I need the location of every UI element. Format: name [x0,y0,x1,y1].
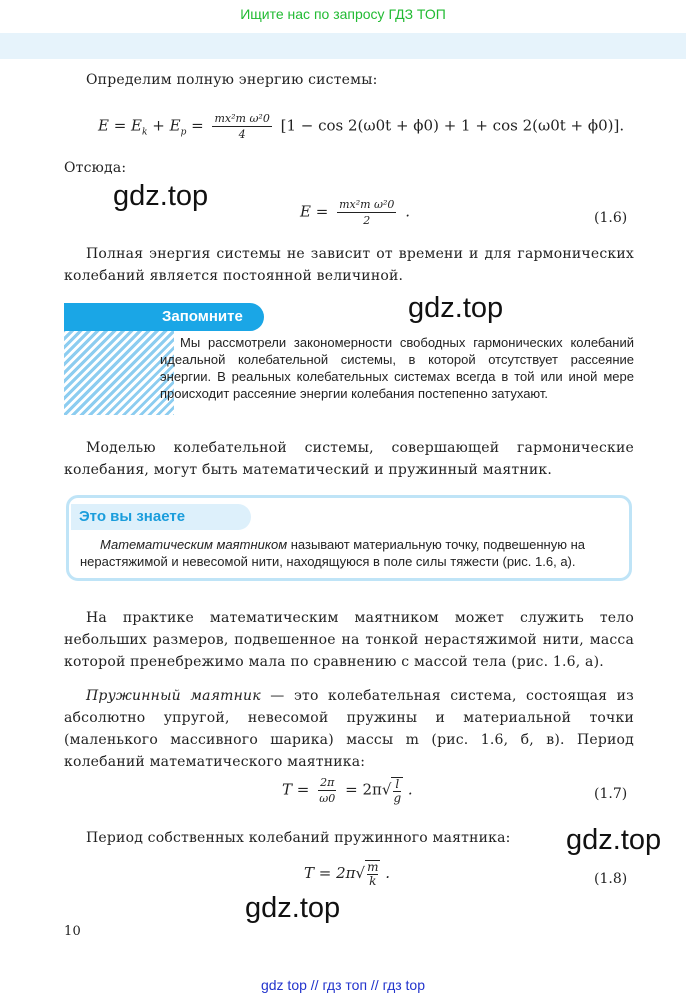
eq17-fraction [318,776,336,805]
hence-label: Отсюда: [64,160,127,176]
equation-number-1-8: (1.8) [594,871,628,887]
watermark-4: gdz.top [245,892,341,924]
equation-1-7 [282,776,413,805]
spring-term: Пружинный маятник [86,688,261,704]
know-text [80,536,620,570]
eq17-lhs: T = [282,780,310,799]
eq-lhs: E = E [98,116,143,135]
know-title: Это вы знаете [71,504,251,530]
eq-sub-p: p [180,127,187,138]
eq17-equals: = 2π [345,780,382,799]
paragraph-practice: На практике математическим маятником может служить тело небольших размеров, подвешенное на тонкой нерастяжимой нити, масса которой пренебрежимо мала по сравнению с массой тела (рис. 1.6, а). [64,610,634,670]
know-body: называют материальную точку, подвешенную на нерастяжимой и невесомой нити, находящуюся в поле силы тяжести (рис. 1.6, а). [80,537,585,569]
paragraph-spring [64,685,634,773]
eq-bracket: [1 − cos 2(ω0t + ϕ0) + 1 + cos 2(ω0t + ϕ0)]. [280,116,625,135]
eq17-root-num: l [395,776,400,791]
sqrt-icon-2: √ [355,864,366,882]
top-banner-link[interactable]: Ищите нас по запросу ГДЗ ТОП [240,6,446,22]
sqrt-icon: √ [381,780,392,799]
header-band [0,33,686,59]
eq-plus: + E [152,116,181,135]
eq17-frac-den: ω0 [319,792,336,805]
know-term: Математическим маятником [100,537,288,552]
intro-text: Определим полную энергию системы: [86,72,378,88]
eq17-frac-num: 2π [320,776,335,789]
eq16-fraction [337,198,396,227]
equation-1-6 [300,198,410,227]
paragraph-energy: Полная энергия системы не зависит от времени и для гармонических колебаний является постоянной величиной. [64,246,634,284]
eq18-radicand [365,860,380,888]
watermark-2: gdz.top [408,292,504,324]
eq18-root-den: k [369,874,377,888]
remember-text: Мы рассмотрели закономерности свободных гармонических колебаний идеальной колебательной системы, в которой отсутствует рассеяние энергии. В реальных колебательных системах всегда в той или иной мере происходит рассеяние энергии колебания постепенно затухают. [160,335,634,401]
watermark-3: gdz.top [566,824,662,856]
eq16-dot: . [405,202,410,221]
remember-title: Запомните [148,303,264,331]
eq18-root-num: m [367,860,379,874]
equation-total-energy [98,112,624,141]
eq17-radicand [391,777,403,805]
eq-sub-k: k [142,127,148,138]
eq-frac-num: mx²m ω²0 [214,112,270,125]
eq18-dot: . [385,864,391,882]
eq-equals: = [191,116,204,135]
eq18-lhs: T = 2π [304,864,356,882]
eq16-lhs: E = [300,202,329,221]
eq16-frac-num: mx²m ω²0 [339,198,395,211]
equation-1-8 [304,860,390,888]
page-number: 10 [64,924,81,939]
watermark-1: gdz.top [113,180,209,212]
paragraph-model: Моделью колебательной системы, совершающей гармонические колебания, могут быть математический и пружинный маятник. [64,440,634,478]
spring-body: — это колебательная система, состоящая из абсолютно упругой, невесомой пружины и материальной точки (маленького массивного шарика) массы m (рис. 1.6, б, в). Период колебаний математического маятника: [64,688,634,770]
equation-number-1-7: (1.7) [594,786,628,802]
eq16-frac-den: 2 [363,214,371,227]
eq-frac-den: 4 [238,128,246,141]
footer-links[interactable]: gdz top // гдз топ // гдз top [260,977,426,993]
paragraph-period: Период собственных колебаний пружинного маятника: [86,830,511,846]
eq17-root-den: g [393,790,402,805]
eq17-dot: . [407,780,413,799]
equation-number-1-6: (1.6) [594,210,628,226]
eq-fraction [212,112,271,141]
